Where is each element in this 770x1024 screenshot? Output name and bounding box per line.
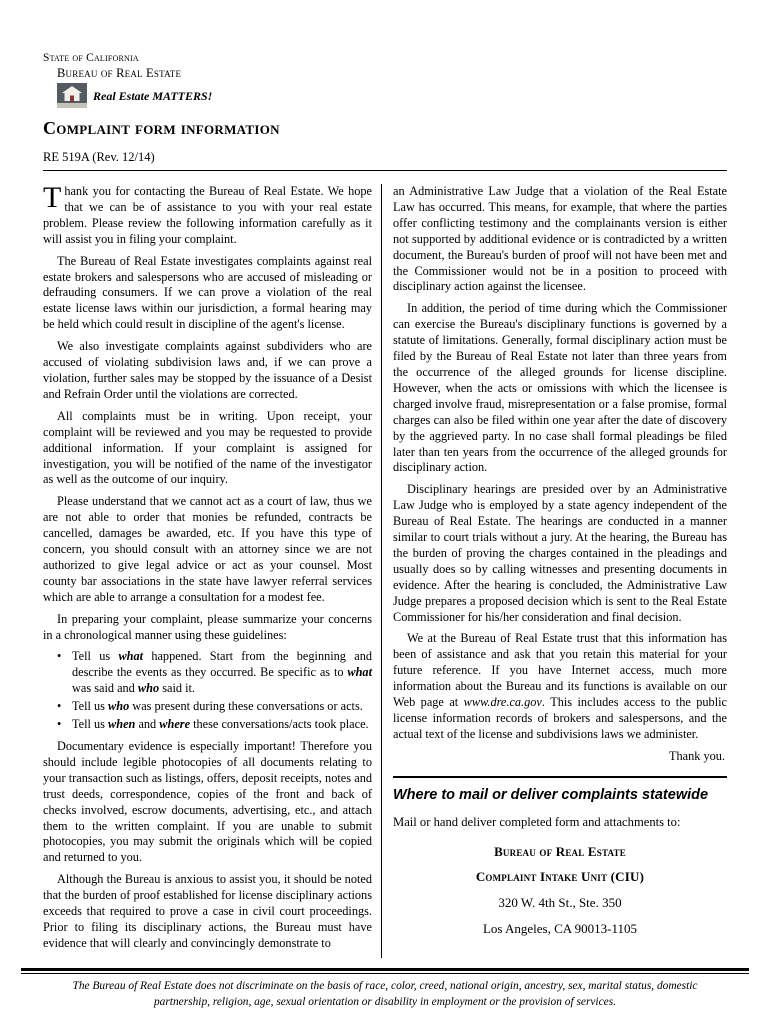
bureau-line: Bureau of Real Estate [57, 66, 182, 80]
emphasis-when: when [108, 717, 136, 732]
guidelines-list [57, 649, 372, 733]
emphasis-what: what [118, 649, 144, 664]
bre-house-logo [57, 83, 87, 108]
text-segment: happened. Start from the beginning and describe the events as they occurred. Be specific as to [72, 649, 372, 680]
right-paragraph-1: an Administrative Law Judge that a violation of the Real Estate Law has occurred. This means, for example, that where the parties offer conflicting testimony and the complainants version is either not supported by additional evidence or is contradicted by a written document, the Bureau's burden of proof will not have been met and the Commissioner would not be in a position to proceed with disciplinary action against the licensee. [393, 184, 727, 294]
guideline-item-who [57, 699, 372, 715]
header-rule [43, 170, 727, 171]
left-paragraph-1 [43, 181, 372, 248]
left-paragraph-2: The Bureau of Real Estate investigates complaints against real estate brokers and salespersons who are accused of misleading or defrauding consumers. If we can prove a violation of the real estate license laws within our jurisdiction, a formal hearing may be held which could result in discipline of the agent's license. [43, 253, 372, 332]
text-segment: said it. [159, 681, 195, 696]
guideline-text [72, 699, 372, 715]
text-segment: and [135, 717, 160, 732]
mail-section [393, 776, 727, 936]
left-paragraph-3: We also investigate complaints against subdividers who are accused of violating subdivision laws and, if we can prove a violation, further sales may be stopped by the issuance of a Desist and Refrain Order until the violations are corrected. [43, 339, 372, 401]
thank-you-line: Thank you. [668, 748, 725, 763]
text-segment: We at the Bureau of Real Estate trust that this information has been of assistance and ask that you retain this material for your future reference. If you have Internet access, much more information about the Bureau and its functions is available on our Web page at [393, 631, 727, 710]
mail-address-block [393, 844, 727, 936]
left-paragraph-5: Please understand that we cannot act as a court of law, thus we are not able to order that monies be refunded, contracts be cancelled, damages be awarded, etc. If you have this type of concern, you should consult with an attorney since we are not authorized to give legal advice or act as your counsel. Most county bar associations in the state have lawyer referral services which are able to arrange a consultation for a modest fee. [43, 494, 372, 604]
bullet-icon: • [57, 649, 62, 664]
guideline-item-what [57, 649, 372, 697]
left-column [43, 181, 381, 958]
logo-row [57, 83, 727, 108]
document-header [43, 52, 727, 171]
text-segment: was present during these conversations or acts. [129, 699, 363, 714]
left-paragraph-7: Documentary evidence is especially important! Therefore you should include legible photocopies of all documents relating to your transaction such as listings, offers, deposit receipts, notes and trust deeds, correspondence, copies of the front and back of checks involved, escrow documents, advertising, etc., and attach them to the written complaint. If you are unable to submit photocopies, you may submit the originals which will be copied and returned to you. [43, 739, 372, 865]
address-line-city: Los Angeles, CA 90013-1105 [482, 920, 638, 936]
state-line: State of California [43, 52, 139, 64]
web-address: www.dre.ca.gov [463, 695, 542, 710]
mail-section-rule [393, 776, 727, 778]
page-title: Complaint form information [43, 118, 280, 138]
emphasis-who: who [108, 699, 130, 714]
bullet-icon: • [57, 699, 62, 714]
right-paragraph-2: In addition, the period of time during which the Commissioner can exercise the Bureau's disciplinary functions is governed by a statute of limitations. Generally, formal disciplinary action must be filed by the Bureau of Real Estate not later than three years from the occurrence of the alleged grounds for license discipline. However, when the acts or omissions with which the licensee is charged involve fraud, misrepresentation or a false promise, formal charges can also be filed within one year after the date of discovery by the aggrieved party. In no case shall formal pleadings be filed later than ten years from the occurrence of the alleged grounds for disciplinary action. [393, 301, 727, 475]
emphasis-what: what [347, 665, 372, 680]
guideline-item-when-where [57, 717, 372, 733]
right-paragraph-4 [393, 631, 727, 742]
emphasis-where: where [159, 717, 191, 732]
left-paragraph-4: All complaints must be in writing. Upon receipt, your complaint will be reviewed and you may be requested to provide additional information. If your complaint is assigned for investigation, you will be notified of the name of the investigator as well as the outcome of our inquiry. [43, 408, 372, 487]
mail-section-heading: Where to mail or deliver complaints statewide [393, 786, 709, 803]
form-number: RE 519A (Rev. 12/14) [43, 150, 155, 164]
text-segment: hank you for contacting the Bureau of Real Estate. We hope that we can be of assistance to you with your real estate problem. Please review the following information carefully as it will assist you in filing your complaint. [43, 184, 372, 246]
nondiscrimination-notice: The Bureau of Real Estate does not discriminate on the basis of race, color, creed, national origin, ancestry, sex, marital status, domestic partnership, religion, age, sexual orientation or disability in employment or the provision of services. [72, 980, 698, 1008]
text-segment: these conversations/acts took place. [190, 717, 369, 732]
footer-rule [21, 968, 749, 974]
guideline-text [72, 717, 372, 733]
text-segment: was said and [72, 681, 138, 696]
guideline-text [72, 649, 372, 697]
address-line-street: 320 W. 4th St., Ste. 350 [498, 895, 622, 910]
text-segment: Tell us [72, 717, 109, 732]
two-column-body [43, 181, 727, 958]
document-footer [21, 968, 749, 1010]
emphasis-who: who [137, 681, 160, 696]
tagline: Real Estate MATTERS! [93, 89, 213, 103]
text-segment: . This includes access to the public license information records of brokers and salespersons, and the actual text of the license and subdivisions laws we administer. [393, 695, 727, 741]
right-column [382, 184, 727, 958]
mail-intro: Mail or hand deliver completed form and attachments to: [393, 814, 681, 829]
right-paragraph-3: Disciplinary hearings are presided over by an Administrative Law Judge who is employed by a state agency independent of the Bureau of Real Estate. The hearings are conducted in a manner similar to court trials without a jury. At the hearing, the Bureau has the burden of proving the charges contained in the pleadings and usually does so by calling witnesses and presenting documents in evidence. After the hearing is concluded, the Administrative Law Judge prepares a proposed decision which is sent to the Real Estate Commissioner for his/her consideration and final decision. [393, 482, 727, 624]
guidelines-intro: In preparing your complaint, please summarize your concerns in a chronological manner using these guidelines: [43, 611, 372, 642]
address-line-bureau: Bureau of Real Estate [494, 843, 626, 859]
dropcap-t: T [43, 181, 62, 214]
text-segment: Tell us [72, 699, 109, 714]
left-paragraph-8: Although the Bureau is anxious to assist you, it should be noted that the burden of proof established for license disciplinary actions exceeds that required to prove a case in civil court proceedings. Prior to filing its disciplinary actions, the Bureau must have evidence that will clearly and convincingly demonstrate to [43, 872, 372, 950]
bullet-icon: • [57, 717, 62, 732]
text-segment: Tell us [72, 649, 119, 664]
address-line-unit: Complaint Intake Unit (CIU) [475, 869, 645, 885]
